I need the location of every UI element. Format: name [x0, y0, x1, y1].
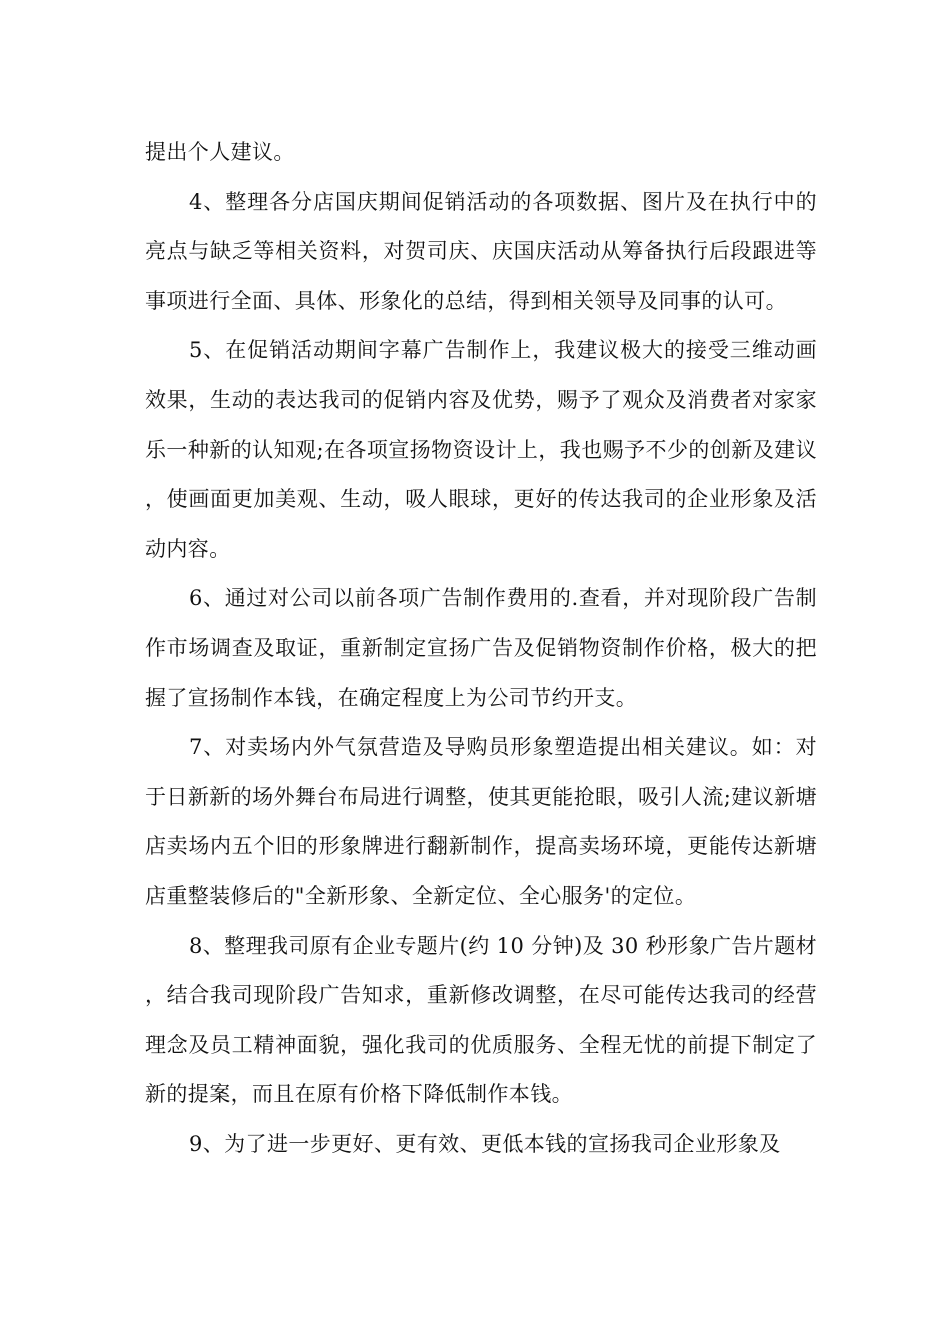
document-body [145, 128, 817, 1169]
paragraph-item-7: 7、对卖场内外气氛营造及导购员形象塑造提出相关建议。如：对于日新新的场外舞台布局进行调整，使其更能抢眼，吸引人流;建议新塘店卖场内五个旧的形象牌进行翻新制作，提高卖场环境，更能传达新塘店重整装修后的"全新形象、全新定位、全心服务'的定位。 [145, 735, 817, 908]
paragraph-item-9: 9、为了进一步更好、更有效、更低本钱的宣扬我司企业形象及 [189, 1131, 781, 1156]
paragraph-item-8: 8、整理我司原有企业专题片(约 10 分钟)及 30 秒形象广告片题材，结合我司现阶段广告知求，重新修改调整，在尽可能传达我司的经营理念及员工精神面貌，强化我司的优质服务、全程无忧的前提下制定了新的提案，而且在原有价格下降低制作本钱。 [145, 933, 817, 1107]
paragraph-continuation: 提出个人建议。 [145, 140, 295, 164]
paragraph-item-5: 5、在促销活动期间字幕广告制作上，我建议极大的接受三维动画效果，生动的表达我司的促销内容及优势，赐予了观众及消费者对家家乐一种新的认知观;在各项宣扬物资设计上，我也赐予不少的创新及建议，使画面更加美观、生动，吸人眼球，更好的传达我司的企业形象及活动内容。 [145, 338, 817, 561]
paragraph-item-6: 6、通过对公司以前各项广告制作费用的.查看，并对现阶段广告制作市场调查及取证，重新制定宣扬广告及促销物资制作价格，极大的把握了宣扬制作本钱，在确定程度上为公司节约开支。 [145, 586, 817, 710]
paragraph-item-4: 4、整理各分店国庆期间促销活动的各项数据、图片及在执行中的亮点与缺乏等相关资料，对贺司庆、庆国庆活动从筹备执行后段跟进等事项进行全面、具体、形象化的总结，得到相关领导及同事的认可。 [145, 189, 817, 313]
